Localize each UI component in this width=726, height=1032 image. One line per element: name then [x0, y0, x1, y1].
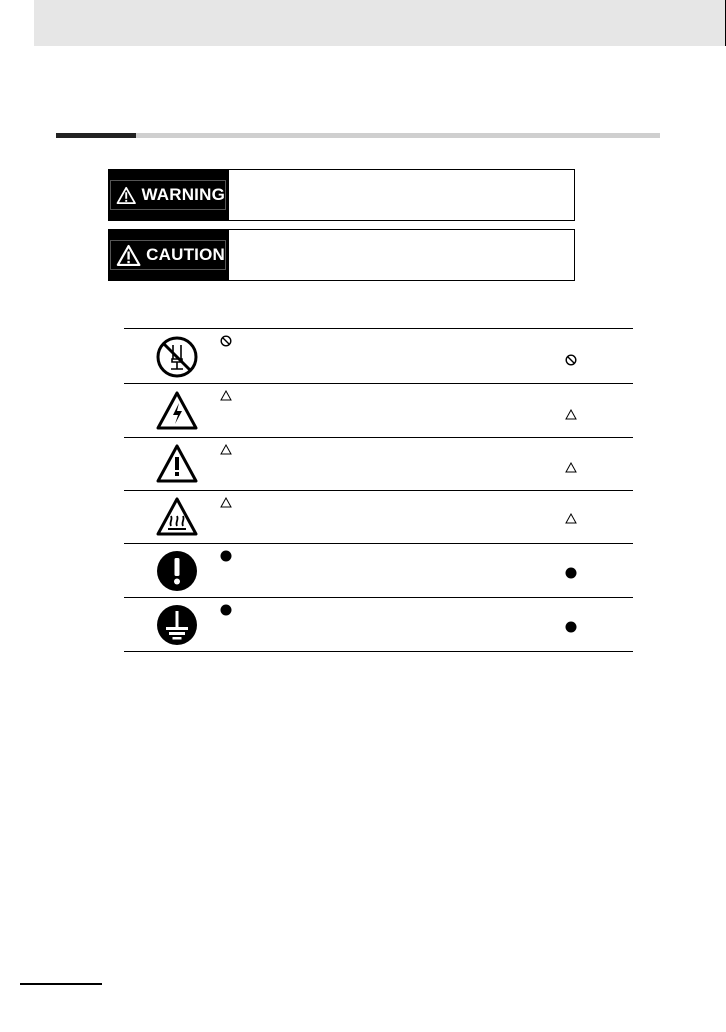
symbol-inline-marker	[565, 567, 577, 579]
table-row	[124, 437, 633, 490]
no-disassembly-icon	[155, 335, 199, 379]
table-row	[124, 543, 633, 597]
triangle-marker-icon	[565, 513, 577, 524]
symbol-description	[220, 444, 238, 455]
table-row	[124, 328, 633, 383]
solid-circle-marker-icon	[220, 550, 232, 562]
solid-circle-marker-icon	[565, 621, 577, 633]
symbol-inline-marker	[565, 354, 577, 366]
symbol-description	[220, 497, 238, 508]
warning-signal-box	[108, 169, 575, 221]
caution-label: CAUTION	[146, 245, 225, 264]
caution-triangle-icon	[116, 243, 141, 268]
caution-badge	[108, 229, 228, 281]
warning-triangle-icon	[116, 183, 136, 208]
prohibition-marker-icon	[565, 354, 577, 366]
mandatory-action-icon	[155, 550, 199, 592]
symbol-inline-marker	[565, 621, 577, 633]
general-caution-icon	[155, 443, 199, 485]
table-row	[124, 597, 633, 652]
caution-description	[228, 229, 575, 281]
footer-rule	[20, 983, 102, 985]
section-title-accent	[56, 133, 136, 138]
triangle-marker-icon	[220, 444, 232, 455]
symbol-description	[220, 335, 238, 347]
prohibition-marker-icon	[220, 335, 232, 347]
symbol-description	[220, 390, 238, 401]
hot-surface-warning-icon	[155, 496, 199, 538]
protective-ground-icon	[155, 604, 199, 646]
table-row	[124, 383, 633, 437]
symbol-inline-marker	[565, 409, 577, 420]
electric-shock-warning-icon	[155, 390, 199, 432]
caution-signal-box	[108, 229, 575, 281]
triangle-marker-icon	[565, 462, 577, 473]
symbol-description	[220, 550, 238, 562]
warning-badge	[108, 169, 228, 221]
warning-label: WARNING	[141, 185, 225, 204]
symbol-description	[220, 604, 238, 616]
triangle-marker-icon	[220, 390, 232, 401]
solid-circle-marker-icon	[220, 604, 232, 616]
header-band	[34, 0, 726, 46]
section-title-rule	[56, 133, 660, 138]
symbol-inline-marker	[565, 462, 577, 473]
symbols-table	[124, 328, 633, 652]
triangle-marker-icon	[220, 497, 232, 508]
triangle-marker-icon	[565, 409, 577, 420]
symbol-inline-marker	[565, 513, 577, 524]
solid-circle-marker-icon	[565, 567, 577, 579]
warning-description	[228, 169, 575, 221]
table-row	[124, 490, 633, 543]
